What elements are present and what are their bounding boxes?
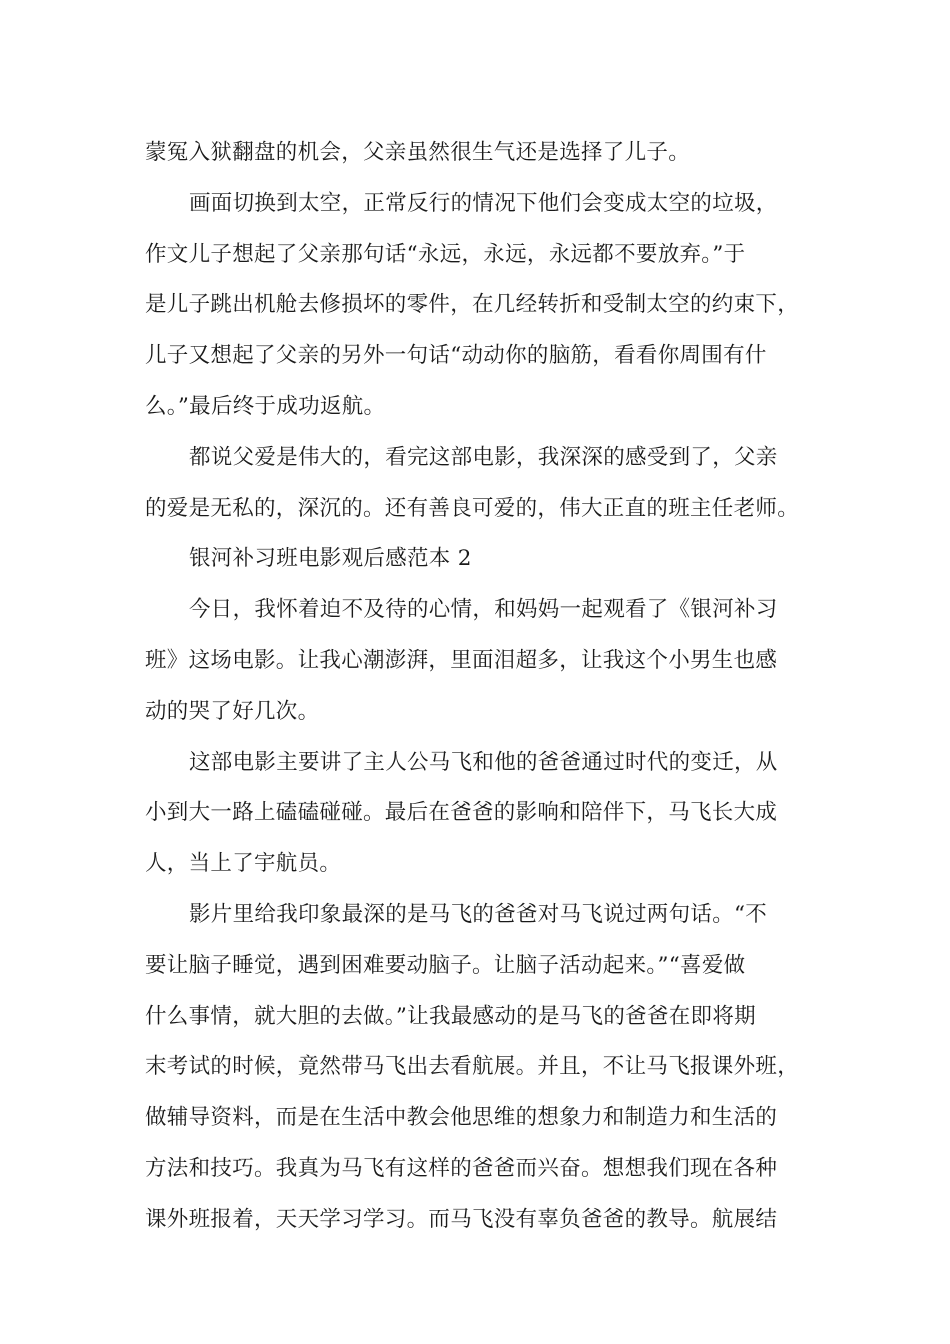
text-line: 画面切换到太空，正常反行的情况下他们会变成太空的垃圾，	[189, 190, 778, 216]
text-line: 作文儿子想起了父亲那句话“永远，永远，永远都不要放弃。”于	[145, 241, 746, 267]
text-line: 课外班报着，天天学习学习。而马飞没有辜负爸爸的教导。航展结	[145, 1206, 778, 1232]
text-line: 班》这场电影。让我心潮澎湃，里面泪超多，让我这个小男生也感	[145, 647, 778, 673]
text-line: 影片里给我印象最深的是马飞的爸爸对马飞说过两句话。“不	[189, 901, 768, 927]
document-body	[145, 128, 821, 1246]
text-line: 都说父爱是伟大的，看完这部电影，我深深的感受到了，父亲	[189, 444, 778, 470]
text-line: 是儿子跳出机舱去修损坏的零件，在几经转折和受制太空的约束下，	[145, 292, 800, 318]
text-line: 这部电影主要讲了主人公马飞和他的爸爸通过时代的变迁，从	[189, 749, 778, 775]
text-line: 蒙冤入狱翻盘的机会，父亲虽然很生气还是选择了儿子。	[145, 140, 691, 165]
text-line: 么。”最后终于成功返航。	[145, 393, 386, 419]
text-line: 做辅导资料，而是在生活中教会他思维的想象力和制造力和生活的	[145, 1105, 778, 1131]
text-line: 什么事情，就大胆的去做。”让我最感动的是马飞的爸爸在即将期	[145, 1003, 756, 1029]
text-line: 今日，我怀着迫不及待的心情，和妈妈一起观看了《银河补习	[189, 597, 778, 623]
text-line: 人，当上了宇航员。	[145, 851, 342, 877]
text-line: 末考试的时候，竟然带马飞出去看航展。并且，不让马飞报课外班，	[145, 1054, 800, 1080]
section-heading: 银河补习班电影观后感范本 2	[189, 546, 472, 572]
text-line: 要让脑子睡觉，遇到困难要动脑子。让脑子活动起来。”“喜爱做	[145, 952, 746, 978]
text-line: 方法和技巧。我真为马飞有这样的爸爸而兴奋。想想我们现在各种	[145, 1155, 778, 1181]
text-line: 儿子又想起了父亲的另外一句话“动动你的脑筋，看看你周围有什	[145, 343, 767, 369]
text-line: 的爱是无私的，深沉的。还有善良可爱的，伟大正直的班主任老师。	[145, 495, 800, 521]
text-line: 小到大一路上磕磕碰碰。最后在爸爸的影响和陪伴下，马飞长大成	[145, 800, 778, 826]
text-line: 动的哭了好几次。	[145, 698, 320, 724]
